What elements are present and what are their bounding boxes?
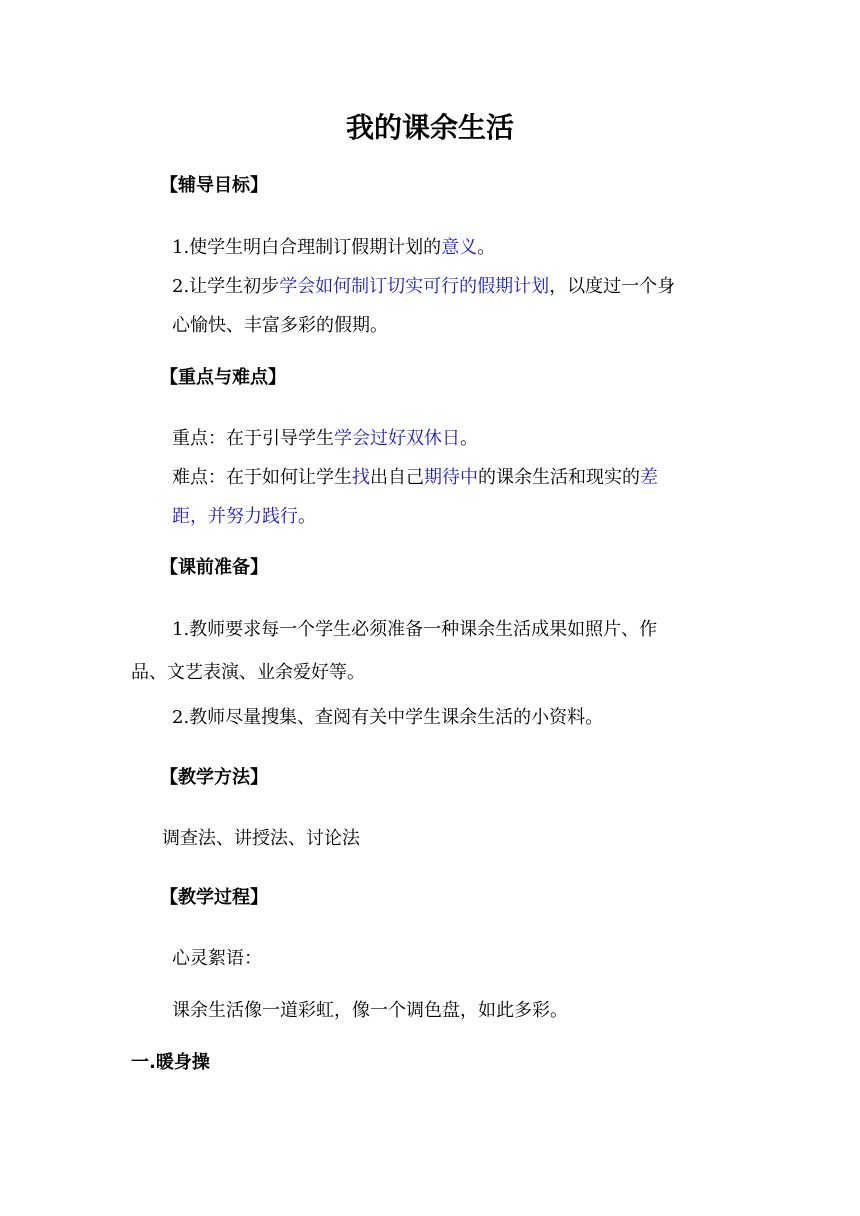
- goal-item-1-text: 1.使学生明白合理制订假期计划的: [172, 237, 442, 258]
- focus-text: 重点：在于引导学生: [172, 428, 334, 449]
- section-heading-process: 【教学过程】: [160, 887, 268, 908]
- section-heading-preparation: 【课前准备】: [160, 557, 268, 578]
- focus-end: 。: [460, 428, 478, 449]
- difficulty-highlight-1: 找: [352, 467, 370, 488]
- preparation-item-1: 1.教师要求每一个学生必须准备一种课余生活成果如照片、作: [172, 619, 658, 640]
- focus-line: [172, 425, 478, 453]
- goal-item-1: [172, 234, 495, 262]
- section-heading-goals: 【辅导目标】: [160, 175, 268, 196]
- section-heading-methods: 【教学方法】: [160, 767, 268, 788]
- goal-item-2-highlight: 学会如何制订切实可行的假期计划: [279, 276, 550, 297]
- difficulty-highlight-4: 距，并努力践行: [172, 506, 298, 527]
- goal-item-2: [172, 273, 675, 301]
- preparation-item-2: 2.教师尽量搜集、查阅有关中学生课余生活的小资料。: [172, 707, 604, 728]
- section-heading-keypoints: 【重点与难点】: [160, 367, 286, 388]
- difficulty-line-continued: [172, 503, 316, 531]
- methods-text: 调查法、讲授法、讨论法: [162, 828, 360, 849]
- section-heading-warmup: 一.暖身操: [131, 1052, 210, 1073]
- difficulty-text-3: 的课余生活和现实的: [478, 467, 640, 488]
- difficulty-end: 。: [298, 506, 316, 527]
- difficulty-text-2: 出自己: [370, 467, 424, 488]
- goal-item-2-continued: 心愉快、丰富多彩的假期。: [172, 315, 388, 336]
- difficulty-highlight-3: 差: [640, 467, 658, 488]
- preparation-item-1-continued: 品、文艺表演、业余爱好等。: [131, 662, 365, 683]
- difficulty-line: [172, 464, 658, 492]
- goal-item-2-text: 2.让学生初步: [172, 276, 280, 297]
- goal-item-2-rest: ，以度过一个身: [549, 276, 676, 297]
- goal-item-1-highlight: 意义: [441, 237, 478, 258]
- page-title: 我的课余生活: [345, 111, 514, 144]
- process-label: 心灵絮语：: [172, 948, 262, 969]
- process-quote: 课余生活像一道彩虹，像一个调色盘，如此多彩。: [172, 1000, 568, 1021]
- focus-highlight: 学会过好双休日: [334, 428, 460, 449]
- difficulty-highlight-2: 期待中: [424, 467, 478, 488]
- goal-item-1-end: 。: [477, 237, 496, 258]
- difficulty-text-1: 难点：在于如何让学生: [172, 467, 352, 488]
